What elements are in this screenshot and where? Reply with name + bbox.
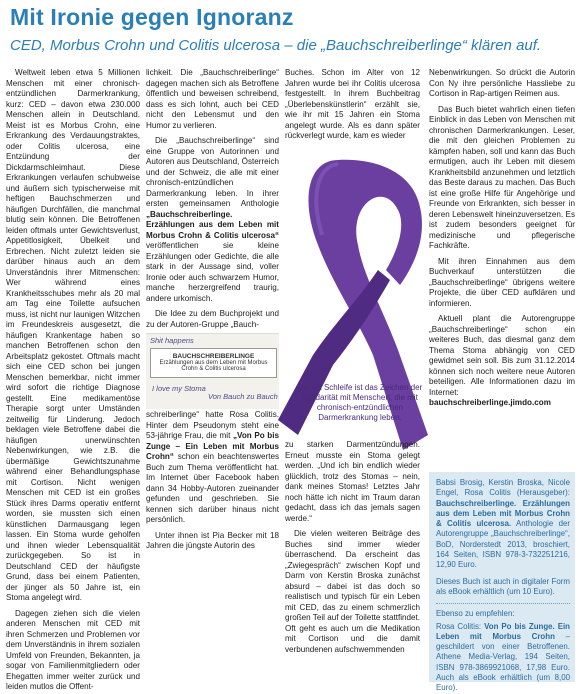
text-span: Babsi Brosig, Kerstin Broska, Nicole Engel, Rosa Colitis (Herausgeber): xyxy=(436,478,570,498)
text-column-2b xyxy=(146,410,279,683)
text-span: veröffentlichen sie kleine Erzählungen oder Gedichte, die alle stark in der Aussage sind, voller Ironie oder auch schwarzem Humor, manche herzergreifend traurig, andere urkomisch. xyxy=(146,241,279,303)
text-span: Die „Bauchschreiberlinge“ sind eine Gruppe von Autorinnen und Autoren aus Deutschland, Österreich und der Schweiz, die alle mit einer chronisch-entzündlichen Darmerkrankung leben. In ihrer ersten gemeinsamen Anthologie xyxy=(146,136,279,208)
paragraph: Dagegen ziehen sich die vielen anderen Menschen mit CED mit ihren Schmerzen und Problemen vor dem Unverständnis in ihrem sozialen Umfeld von Freunden, Bekannten, ja sogar von Familienmitgliedern oder Ehegatten immer weiter zurück und leiden mutlos die Offent- xyxy=(6,608,140,691)
text-column-1 xyxy=(6,68,140,691)
paragraph xyxy=(146,410,279,526)
article-title: Mit Ironie gegen Ignoranz xyxy=(10,4,294,30)
paragraph: Das Buch bietet wahrlich einen tiefen Einblick in das Leben von Menschen mit chronischen Darmerkrankungen. Leser, die mit den gleichen Problemen zu kämpfen haben, soll und kann das Buch ermutigen, auch ihr Leben mit diesem Krankheitsbild anzunehmen und letztlich das Beste daraus zu machen. Das Buch ist eine große Hilfe für Angehörige und Freunde von Erkrankten, sich besser in deren Lebenswelt hineinzuversetzen. Es ist zudem besonders geeignet für medizinische und pflegerische Fachkräfte. xyxy=(429,104,575,250)
paragraph: Nebenwirkungen. So drückt die Autorin Con Ny ihre persönliche Hassliebe zu Cortison in Rap-artigen Reimen aus. xyxy=(429,68,575,98)
text-span: schreiberlinge“ hatte Rosa Colitis. Hinter dem Pseudonym steht eine 53-jährige Frau, die mit xyxy=(146,410,279,440)
text-column-3b xyxy=(285,440,420,683)
book-reference xyxy=(436,478,570,571)
ribbon-caption: Die lila Schleife ist das Zeichen der Solidarität mit Menschen, die mit chronisch-entzündlichen Darmerkrankung leben. xyxy=(297,383,423,422)
article-subtitle: CED, Morbus Crohn und Colitis ulcerosa – die „Bauchschreiberlinge“ klären auf. xyxy=(10,37,542,54)
paragraph: Die Idee zu dem Buchprojekt und zu der Autoren-Gruppe „Bauch- xyxy=(146,309,279,329)
paragraph: Buches. Schon im Alter von 12 Jahren wurde bei ihr Colitis ulcerosa festgestellt. In ihrem Buchbeitrag „Überlebenskünstlerin“ erzählt sie, wie ihr mit 15 Jahren ein Stoma angelegt wurde. Als es dann später rückverlegt wurde, kam es wieder xyxy=(285,68,420,140)
ebook-note: Dieses Buch ist auch in digitaler Form als eBook erhältlich (um 10 Euro). xyxy=(436,576,570,596)
book-title-bold: „Bauchschreiberlinge. Erzählungen aus dem Leben mit Morbus Crohn & Colitis ulcerosa“ xyxy=(146,209,279,240)
divider xyxy=(436,603,570,604)
paragraph: Weltweit leben etwa 5 Millionen Menschen mit einer chronisch-entzündlichen Darmerkrankung, kurz: CED – davon etwa 230.000 Menschen allein in Deutschland. Meist ist es Morbus Crohn, eine Erkrankung des Verdauungstraktes, oder Colitis ulcerosa, eine Entzündung der Dickdarmschleimhaut. Diese Erkrankungen verlaufen schubweise und äußern sich typischerweise mit heftigen Bauchschmerzen und häufigen Durchfällen, die manchmal blutig sein können. Die Betroffenen leiden oftmals unter Gewichtsverlust, Appetitlosigkeit, Übelkeit und Erbrechen. Nicht zuletzt leiden sie darüber hinaus auch an dem Unverständnis ihrer Mitmenschen: Wer während eines Krankheitsschubes mehr als 20 mal am Tag eine Toilette aufsuchen muss, ist nicht nur launigen Witzchen im Freundeskreis ausgesetzt, die häufigen Krankentage haben so manchen Betroffenen schon den Arbeitsplatz gekostet. Oftmals macht sich eine CED schon bei jungen Menschen bemerkbar, nicht immer wird sofort die richtige Diagnose gestellt. Eine medikamentöse Therapie sorgt unter Umständen zeitweilig für Linderung. Jedoch beklagen viele Betroffene dabei die häufigen unerwünschten Nebenwirkungen, wie z.B. die übermäßige Gewichtszunahme während einer Behandlungsphase mit Cortison. Nicht wenigen Menschen mit CED ist ein großes Stück ihres Darms operativ entfernt worden, sie mussten sich einen künstlichen Darmausgang legen lassen. Ein Stoma wurde geholfen und ihnen wieder Lebensqualität zurückgegeben. So ist in Deutschland CED der häufigste Grund, dass bei einem Patienten, der jünger als 50 Jahre ist, ein Stoma angelegt wird. xyxy=(6,68,140,602)
text-span: Anthologie der Autorengruppe „Bauchschreiberlinge“, BoD, Norderstedt 2013, broschiert, 164 Seiten, ISBN 978-3-732251216, 12,90 Euro. xyxy=(436,519,570,570)
book-title-bold: „Von Po bis Zunge – Ein Leben mit Morbus Crohn“ xyxy=(146,431,279,461)
text-span: – geschildert von einer Betroffenen. Athene Media-Verlag, 194 Seiten, ISBN 978-3869921068, 17,98 Euro. Auch als eBook erhältlich (um 8,00 Euro). xyxy=(436,631,570,693)
note-text: Von Bauch zu Bauch xyxy=(208,392,278,401)
text-span: Rosa Colitis: xyxy=(436,621,485,631)
note-text: Shit happens xyxy=(150,336,194,345)
text-column-2 xyxy=(146,68,279,335)
book-title-bold: Bauchschreiberlinge. Erzählungen aus dem Leben mit Morbus Crohn & Colitis ulcerosa. xyxy=(436,498,570,529)
also-reference xyxy=(436,622,570,694)
note-text: I love my Stoma xyxy=(152,384,206,393)
book-cover xyxy=(150,348,277,378)
also-heading: Ebenso zu empfehlen: xyxy=(436,609,515,619)
paragraph: Mit ihren Einnahmen aus dem Buchverkauf unterstützen die „Bauchschreiberlinge“ übrigens weitere Projekte, die über CED aufklären und informieren. xyxy=(429,256,575,308)
paragraph: lichkeit. Die „Bauchschreiberlinge“ dagegen machen sich als Betroffene öffentlich und beweisen schreibend, dass es sich lohnt, auch bei CED nicht den Lebensmut und den Humor zu verlieren. xyxy=(146,68,279,130)
paragraph xyxy=(146,136,279,304)
text-span: Aktuell plant die Autorengruppe „Bauchschreiberlinge“ schon ein weiteres Buch, das diesmal ganz dem Thema Stoma abhängig von CED gewidmet sein soll. Bis zum 31.12.2014 können sich noch weitere neue Autoren beteiligen. Alle Informationen dazu im Internet: xyxy=(429,314,575,397)
paragraph: Unter ihnen ist Pia Becker mit 18 Jahren die jüngste Autorin des xyxy=(146,530,279,550)
book-title-bold: Von Po bis Zunge. Ein Leben mit Morbus Crohn xyxy=(436,621,570,641)
book-photo xyxy=(146,333,279,409)
text-column-4 xyxy=(429,68,575,470)
book-cover-subtitle: Erzählungen aus dem Leben mit Morbus Crohn & Colitis ulcerosa xyxy=(159,360,268,372)
book-cover-title: BAUCHSCHREIBERLINGE xyxy=(172,353,255,360)
paragraph xyxy=(429,314,575,409)
paragraph: Die vielen weiteren Beiträge des Buches sind immer wieder überraschend. Da erscheint das „Zwiegespräch“ zwischen Kopf und Darm von Kerstin Broska zunächst absurd – dabei ist das doch so realistisch und typisch für ein Leben mit CED, das zu einem schmerzlich großen Teil auf der Toilette stattfindet. Oft geht es auch um die Medikation mit Cortison und die damit verbundenen aufschwemmenden xyxy=(285,529,420,654)
paragraph: zu starken Darmentzündungen. Erneut musste ein Stoma gelegt werden. „Und ich bin endlich wieder glücklich, trotz des Stomas – nein, dank meines Stomas! Letztes Jahr noch hätte ich nicht im Traum daran gedacht, dass ich das jemals sagen werde.“ xyxy=(285,440,420,523)
website-link[interactable]: bauchschreiberlinge.jimdo.com xyxy=(429,398,551,407)
book-info-box xyxy=(429,472,575,693)
text-span: schon ein beachtenswertes Buch zum Thema veröffentlicht hat. Im Internet über Facebook haben dann 34 Hobby-Autoren zueinander gefunden und geschrieben. Sie kennen sich darüber hinaus nicht persönlich. xyxy=(146,452,279,524)
